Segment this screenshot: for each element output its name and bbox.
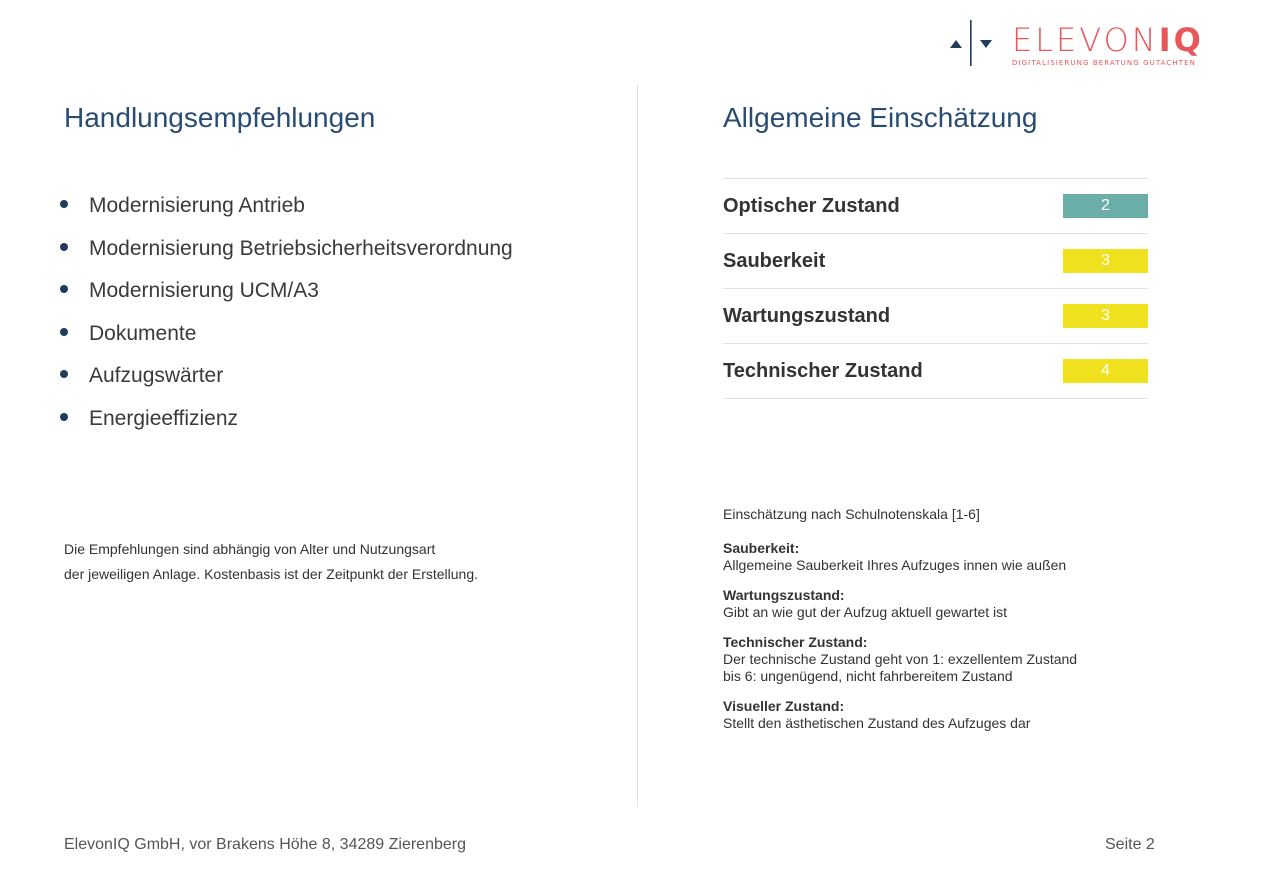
recommendation-item [58,271,513,314]
rating-score-badge: 4 [1063,359,1148,383]
legend-description: Allgemeine Sauberkeit Ihres Aufzuges innen wie außen [723,557,1067,573]
bullet-icon [60,413,68,421]
rating-table [723,178,1148,399]
recommendation-label: Energieeffizienz [89,406,239,430]
rating-score-badge: 3 [1063,249,1148,273]
footer-address: ElevonIQ GmbH, vor Brakens Höhe 8, 34289 Zierenberg [64,836,466,853]
brand-logo [948,18,1238,70]
recommendation-item [58,229,513,272]
legend-description: Stellt den ästhetischen Zustand des Aufzuges dar [723,715,1031,731]
legend-description: Gibt an wie gut der Aufzug aktuell gewartet ist [723,604,1008,620]
rating-legend [723,505,1203,745]
bullet-icon [60,328,68,336]
bullet-icon [60,370,68,378]
bullet-icon [60,243,68,251]
legend-title: Visueller Zustand: [723,698,845,714]
recommendation-item [58,399,513,442]
legend-item [723,540,1203,574]
legend-description: bis 6: ungenügend, nicht fahrbereitem Zustand [723,668,1013,684]
recommendation-item [58,356,513,399]
rating-row [723,289,1148,344]
legend-title: Technischer Zustand: [723,634,868,650]
recommendation-item [58,186,513,229]
rating-score-badge: 3 [1063,304,1148,328]
elevator-arrows-icon [948,20,1000,68]
rating-label: Technischer Zustand [723,360,923,382]
recommendations-heading: Handlungsempfehlungen [64,102,376,133]
recommendation-label: Modernisierung UCM/A3 [89,279,319,302]
recommendation-note [64,537,478,587]
legend-item [723,634,1203,685]
legend-title: Sauberkeit: [723,540,800,556]
brand-tagline: DIGITALISIERUNG BERATUNG GUTACHTEN [1012,59,1196,67]
rating-label: Optischer Zustand [723,195,900,217]
legend-intro: Einschätzung nach Schulnotenskala [1-6] [723,506,980,522]
legend-title: Wartungszustand: [723,587,845,603]
recommendation-list [58,186,513,441]
rating-row [723,234,1148,289]
note-line: der jeweiligen Anlage. Kostenbasis ist der Zeitpunkt der Erstellung. [64,566,479,582]
rating-label: Wartungszustand [723,305,891,327]
rating-row [723,179,1148,234]
recommendation-item [58,314,513,357]
assessment-heading: Allgemeine Einschätzung [723,102,1038,133]
legend-item [723,587,1203,621]
column-divider [637,85,638,807]
recommendation-label: Modernisierung Antrieb [89,194,305,217]
page-number: Seite 2 [1105,836,1155,853]
legend-item [723,698,1203,732]
rating-row [723,344,1148,399]
rating-label: Sauberkeit [723,250,826,272]
brand-wordmark: ELEVONIQ [1012,21,1204,59]
recommendation-label: Dokumente [89,321,197,345]
recommendation-label: Aufzugswärter [89,364,224,387]
note-line: Die Empfehlungen sind abhängig von Alter und Nutzungsart [64,541,436,557]
legend-description: Der technische Zustand geht von 1: exzellentem Zustand [723,651,1078,667]
recommendation-label: Modernisierung Betriebsicherheitsverordnung [89,236,513,260]
rating-score-badge: 2 [1063,194,1148,218]
bullet-icon [60,285,68,293]
bullet-icon [60,200,68,208]
